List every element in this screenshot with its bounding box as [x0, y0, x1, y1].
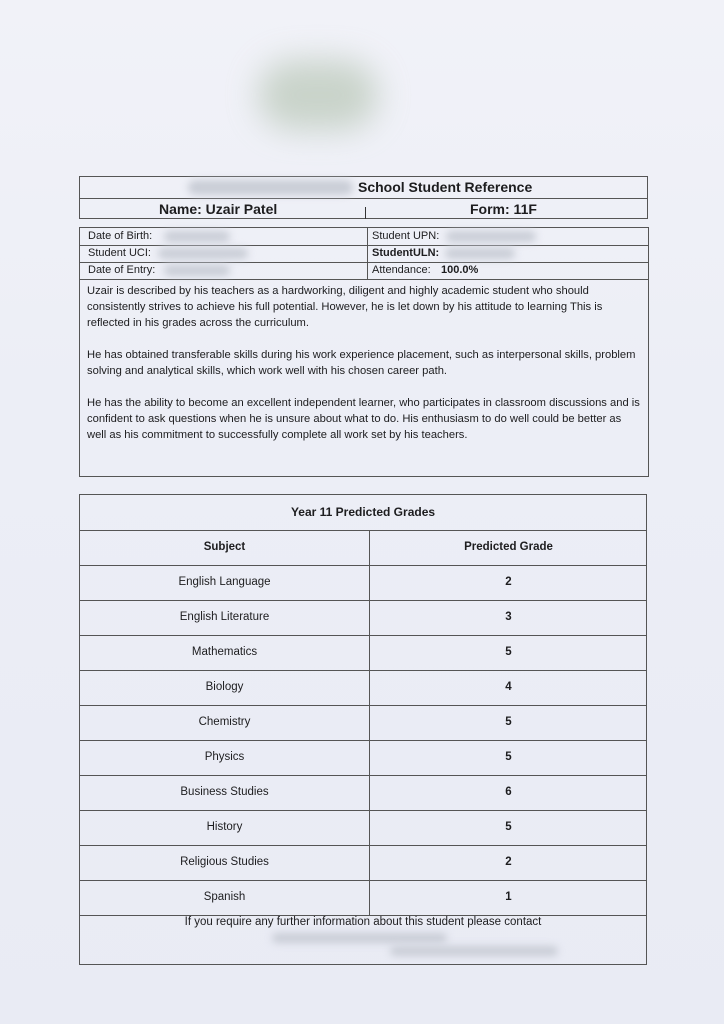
- grade-cell: 3: [505, 611, 512, 623]
- redacted-contact-details: [390, 946, 558, 956]
- header-name-row: [80, 199, 647, 219]
- grade-cell: 5: [505, 821, 512, 833]
- subject-column-header: Subject: [203, 541, 246, 553]
- reference-paragraph-2: He has obtained transferable skills during his work experience placement, such as interpersonal skills, problem solving and analytical skills, which work well with his chosen career path.: [87, 349, 636, 377]
- grade-cell: 4: [505, 681, 512, 693]
- student-info-table: [79, 227, 649, 477]
- subject-cell: English Literature: [179, 611, 270, 623]
- subject-cell: Religious Studies: [180, 856, 269, 868]
- grade-cell: 5: [505, 716, 512, 728]
- subject-cell: Physics: [204, 751, 245, 763]
- header-table: [79, 176, 648, 219]
- attendance-value: 100.0%: [441, 264, 479, 276]
- contact-footer: If you require any further information about this student please contact: [184, 916, 542, 928]
- subject-cell: Chemistry: [198, 716, 251, 728]
- redacted-logo: [258, 60, 378, 130]
- grade-column-header: Predicted Grade: [464, 541, 553, 553]
- reference-paragraph-3: He has the ability to become an excellent independent learner, who participates in classroom discussions and is confident to ask questions when he is unsure about what to do. His enthusiasm to do well could be better as well as his commitment to successfully complete all work set by his teachers.: [87, 397, 640, 441]
- info-row-divider: [80, 245, 648, 246]
- grade-cell: 2: [505, 576, 512, 588]
- redacted-school-name: [188, 180, 353, 195]
- redacted-uln: [445, 248, 515, 259]
- info-row-divider: [80, 262, 648, 263]
- subject-cell: Biology: [205, 681, 244, 693]
- student-form: Form: 11F: [470, 201, 537, 217]
- predicted-grades-table: [79, 494, 647, 965]
- subject-cell: Business Studies: [180, 786, 269, 798]
- grade-cell: 6: [505, 786, 512, 798]
- grade-cell: 2: [505, 856, 512, 868]
- school-reference-title: School Student Reference: [358, 179, 533, 195]
- uci-label: Student UCI:: [88, 247, 151, 259]
- redacted-dob: [164, 231, 230, 242]
- dob-label: Date of Birth:: [88, 230, 153, 242]
- student-name: Name: Uzair Patel: [159, 201, 278, 217]
- grades-title: Year 11 Predicted Grades: [290, 505, 436, 519]
- grade-cell: 1: [505, 891, 512, 903]
- grade-cell: 5: [505, 646, 512, 658]
- divider-mark: [365, 207, 366, 219]
- redacted-uci: [158, 248, 248, 259]
- redacted-contact-name: [272, 933, 447, 943]
- upn-label: Student UPN:: [372, 230, 440, 242]
- uln-label: StudentULN:: [372, 247, 440, 259]
- reference-paragraph-1: Uzair is described by his teachers as a hardworking, diligent and highly academic student who should consistently strives to achieve his full potential. However, he is let down by his attitude to learning This is reflected in his grades across the curriculum.: [87, 285, 603, 329]
- grade-cell: 5: [505, 751, 512, 763]
- entry-label: Date of Entry:: [88, 264, 156, 276]
- info-column-divider: [367, 228, 368, 280]
- info-row-divider: [80, 279, 648, 280]
- redacted-upn: [446, 231, 536, 242]
- subject-cell: Mathematics: [191, 646, 258, 658]
- subject-cell: English Language: [178, 576, 271, 588]
- header-title-row: [80, 177, 647, 199]
- redacted-entry-date: [164, 265, 230, 276]
- subject-cell: Spanish: [203, 891, 246, 903]
- attendance-label: Attendance:: [372, 264, 431, 276]
- subject-cell: History: [206, 821, 243, 833]
